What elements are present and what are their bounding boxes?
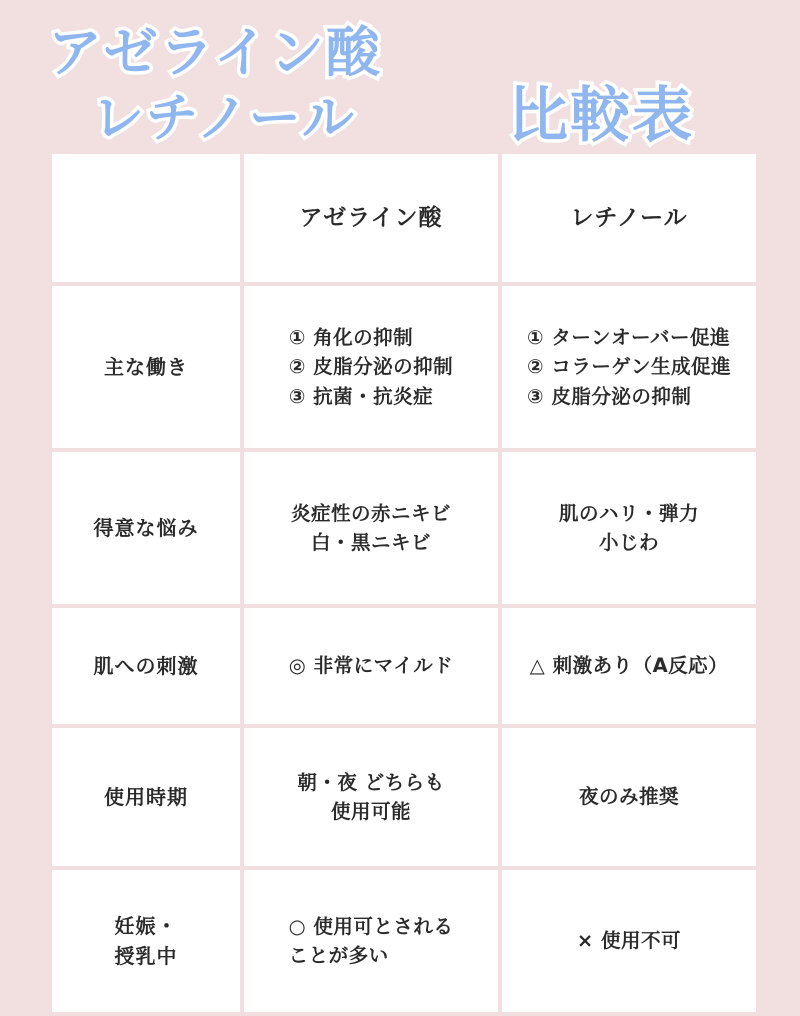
- cell-line: ① ターンオーバー促進: [527, 326, 730, 350]
- header-cell-retinol: レチノール: [502, 154, 756, 282]
- title-area: [0, 0, 800, 158]
- cell-azelaic-usage-timing: [244, 728, 498, 866]
- row-label-main-effects: 主な働き: [52, 286, 240, 448]
- cell-line: 朝・夜 どちらも: [297, 770, 445, 794]
- table-row: [52, 286, 756, 448]
- cell-azelaic-best-for: [244, 452, 498, 604]
- table-row: [52, 870, 756, 1012]
- cell-line: △ 刺激あり（A反応）: [529, 654, 729, 678]
- cell-line: ② コラーゲン生成促進: [527, 355, 731, 379]
- row-label-irritation: 肌への刺激: [52, 608, 240, 724]
- cell-line: × 使用不可: [576, 929, 682, 953]
- cell-line: ことが多い: [288, 944, 389, 967]
- title-line-3: 比較表: [508, 81, 694, 151]
- cell-line: 使用可能: [330, 800, 411, 823]
- cell-line: 炎症性の赤ニキビ: [290, 501, 451, 525]
- cell-azelaic-pregnancy: [244, 870, 498, 1012]
- row-label-best-for: 得意な悩み: [52, 452, 240, 604]
- title-line-2: レチノール: [92, 89, 356, 149]
- cell-line: 小じわ: [598, 531, 659, 554]
- cell-azelaic-irritation: [244, 608, 498, 724]
- title-line-1: アゼライン酸: [48, 21, 382, 84]
- cell-line: ◎ 非常にマイルド: [288, 654, 454, 678]
- cell-line: ③ 皮脂分泌の抑制: [527, 384, 692, 408]
- row-label-pregnancy: [52, 870, 240, 1012]
- comparison-table-wrapper: [48, 150, 752, 1016]
- cell-line: 妊娠・: [114, 914, 178, 938]
- cell-retinol-main-effects: [502, 286, 756, 448]
- cell-retinol-irritation: [502, 608, 756, 724]
- cell-retinol-best-for: [502, 452, 756, 604]
- comparison-table: [48, 150, 760, 1016]
- cell-line: ③ 抗菌・抗炎症: [288, 384, 434, 408]
- cell-line: 授乳中: [114, 944, 178, 968]
- cell-retinol-usage-timing: [502, 728, 756, 866]
- row-label-usage-timing: 使用時期: [52, 728, 240, 866]
- table-row: [52, 452, 756, 604]
- cell-line: ① 角化の抑制: [288, 326, 414, 350]
- table-row: [52, 728, 756, 866]
- table-header-row: [52, 154, 756, 282]
- cell-line: ○ 使用可とされる: [288, 914, 454, 938]
- cell-line: 肌のハリ・弾力: [558, 501, 699, 525]
- cell-line: 夜のみ推奨: [578, 785, 679, 809]
- cell-line: 白・黒ニキビ: [310, 531, 431, 554]
- table-row: [52, 608, 756, 724]
- cell-line: ② 皮脂分泌の抑制: [288, 355, 454, 379]
- header-cell-azelaic: アゼライン酸: [244, 154, 498, 282]
- cell-azelaic-main-effects: [244, 286, 498, 448]
- header-cell-empty: [52, 154, 240, 282]
- cell-retinol-pregnancy: [502, 870, 756, 1012]
